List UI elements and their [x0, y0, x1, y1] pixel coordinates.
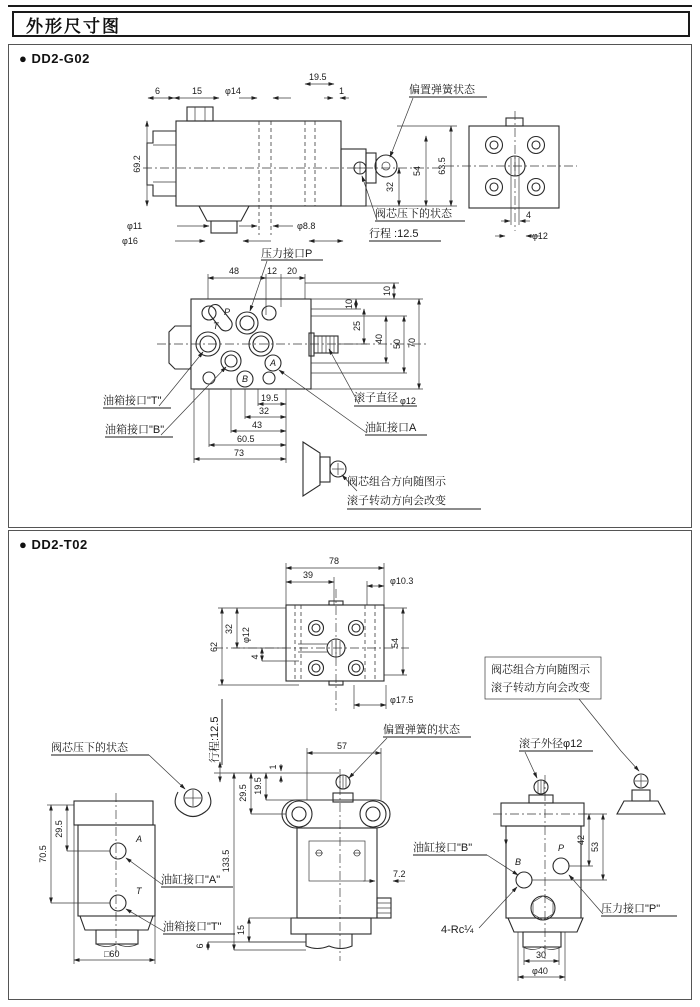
dim-f29-5: 29.5 [238, 784, 248, 802]
dim-f15: 15 [236, 924, 246, 936]
t02-left-view [38, 793, 235, 964]
dim-70-5: 70.5 [38, 845, 48, 863]
g02-end-view [445, 111, 577, 241]
dim-57: 57 [337, 741, 348, 751]
label-spool-pressed-t: 阀芯压下的状态 [51, 742, 128, 754]
dim-b19-5: 19.5 [261, 393, 279, 403]
dim-dia8-8: φ8.8 [297, 221, 316, 231]
dim-50: 50 [392, 338, 402, 350]
t02-plan-dims [209, 556, 413, 709]
dim-69-2: 69.2 [132, 155, 142, 173]
dim-63-5: 63.5 [437, 157, 447, 175]
dim-dia11: φ11 [127, 221, 143, 231]
g02-plan-view [157, 299, 429, 389]
dim-10b: 10 [382, 285, 392, 297]
dim-133-5: 133.5 [221, 849, 231, 873]
section-dd2-t02 [8, 530, 692, 1000]
dim-19-5: 19.5 [309, 72, 327, 82]
dim-t32: 32 [224, 623, 234, 635]
note-spool-direction-t: 阀芯组合方向随图示 [491, 664, 590, 676]
dim-sq60: □60 [104, 949, 120, 959]
t02-right-view [493, 736, 677, 981]
label-tank-port-t-t: 油箱接口"T" [163, 921, 222, 933]
dim-end-4: 4 [526, 210, 532, 220]
t02-drawing [9, 531, 693, 999]
dim-b60-5: 60.5 [237, 434, 255, 444]
label-pressure-port-p: 压力接口P [261, 248, 313, 260]
label-stroke: 行程 :12.5 [369, 228, 419, 240]
t02-note [485, 657, 665, 814]
title-bar [12, 11, 690, 37]
port-letter-a-left: A [136, 834, 143, 844]
dim-1: 1 [339, 86, 345, 96]
label-roller-dia: 滚子直径 [354, 392, 398, 404]
t02-front-view [282, 769, 391, 961]
page-title: 外形尺寸图 [26, 16, 121, 36]
dim-b73: 73 [234, 448, 245, 458]
port-letter-b: B [242, 374, 249, 384]
dim-62: 62 [209, 641, 219, 653]
dim-f19-5: 19.5 [253, 777, 263, 795]
label-4-rc-quarter: 4-Rc¼ [441, 924, 474, 936]
top-rule [8, 5, 692, 7]
port-letter-a: A [270, 358, 277, 368]
dim-39: 39 [303, 570, 314, 580]
label-cyl-port-a-t: 油缸接口"A" [161, 874, 221, 886]
label-cyl-port-a: 油缸接口A [365, 422, 417, 434]
dim-54: 54 [412, 165, 422, 177]
dim-78: 78 [329, 556, 340, 566]
dim-t4: 4 [250, 654, 260, 660]
dim-l29-5: 29.5 [54, 820, 64, 838]
t02-pressed-state [51, 699, 222, 817]
dim-dia14: φ14 [225, 86, 241, 96]
note-roller-rotation-t: 滚子转动方向会改变 [491, 682, 590, 694]
dim-f6: 6 [195, 943, 205, 949]
dim-40: 40 [374, 333, 384, 345]
dim-48: 48 [229, 266, 240, 276]
dim-42: 42 [576, 834, 586, 846]
dim-15: 15 [192, 86, 203, 96]
label-spool-pressed: 阀芯压下的状态 [375, 208, 452, 220]
port-letter-t: T [213, 321, 219, 331]
dim-b43: 43 [252, 420, 263, 430]
port-letter-p-right: P [558, 843, 565, 853]
dim-dia10-3: φ10.3 [390, 576, 414, 586]
section-label-t02: ● DD2-T02 [19, 537, 88, 552]
dim-20: 20 [287, 266, 298, 276]
label-tank-port-t: 油箱接口"T" [103, 395, 162, 407]
dim-30: 30 [536, 950, 547, 960]
g02-plan-dims [103, 246, 427, 463]
t02-plan-view [214, 589, 409, 711]
dim-25: 25 [352, 320, 362, 332]
port-letter-p: P [224, 307, 231, 317]
label-pressure-port-p-t: 压力接口"P" [601, 903, 661, 915]
label-roller-dia-val: φ12 [400, 396, 416, 406]
g02-drawing [9, 45, 693, 527]
dim-dia17-5: φ17.5 [390, 695, 414, 705]
dim-t54: 54 [390, 637, 400, 649]
dim-70: 70 [407, 337, 417, 349]
section-dd2-g02 [8, 44, 692, 528]
dim-6: 6 [155, 86, 161, 96]
dim-b32: 32 [259, 406, 270, 416]
dim-dia16: φ16 [122, 236, 138, 246]
g02-side-dims [122, 72, 487, 246]
g02-roller-note [303, 442, 481, 509]
dim-53: 53 [590, 841, 600, 853]
label-cyl-port-b: 油缸接口"B" [413, 842, 473, 854]
dim-f1: 1 [268, 764, 278, 770]
dim-32: 32 [385, 181, 395, 193]
dim-12: 12 [267, 266, 278, 276]
dim-7-2: 7.2 [393, 869, 406, 879]
label-spring-state: 偏置弹簧状态 [409, 84, 475, 96]
label-roller-od: 滚子外径φ12 [519, 738, 583, 750]
port-letter-t-left: T [136, 886, 142, 896]
port-letter-b-right: B [515, 857, 522, 867]
dim-end-dia12: φ12 [532, 231, 548, 241]
label-tank-port-b: 油箱接口"B" [105, 424, 165, 436]
dim-t-dia12: φ12 [241, 627, 251, 643]
label-spring-state-t: 偏置弹簧的状态 [383, 724, 460, 736]
label-stroke-t: 行程:12.5 [209, 716, 221, 763]
section-label-g02: ● DD2-G02 [19, 51, 90, 66]
note-roller-rotation: 滚子转动方向会改变 [347, 495, 446, 507]
dim-dia40: φ40 [532, 966, 548, 976]
dim-10a: 10 [344, 298, 354, 310]
t02-front-dims [195, 722, 518, 950]
note-spool-direction: 阀芯组合方向随图示 [347, 476, 446, 488]
